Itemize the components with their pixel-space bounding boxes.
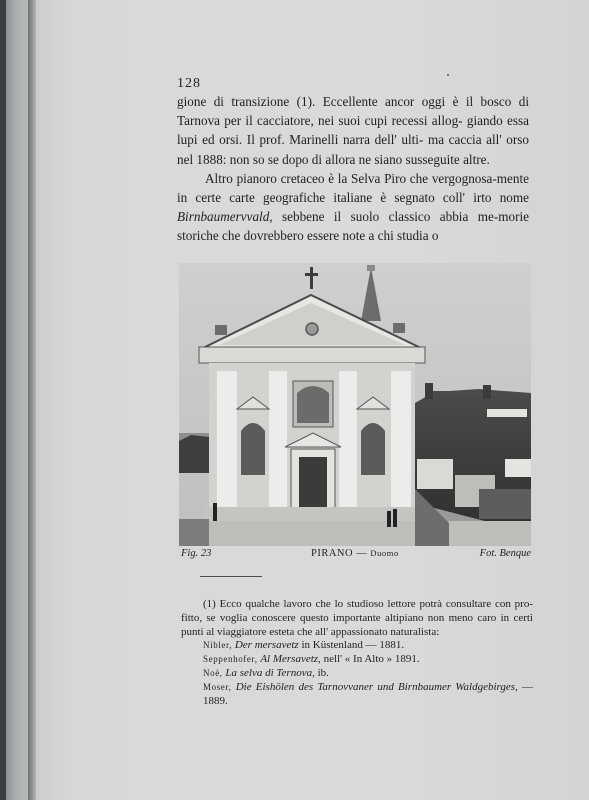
distant-house <box>487 409 527 417</box>
town-house <box>505 459 531 477</box>
piazza <box>179 521 531 546</box>
photo-illustration <box>179 263 531 546</box>
body-line: giando essa lupi ed orsi. Il prof. Marinelli narra dell' ulti- <box>177 113 529 148</box>
left-wall <box>179 519 209 546</box>
figure-title <box>311 548 399 559</box>
footnote-reference <box>181 653 533 667</box>
paper-speck <box>447 74 449 76</box>
paragraph-2 <box>177 169 529 246</box>
reference-author: Seppenhofer, <box>203 654 258 665</box>
footnote-intro: (1) Ecco qualche lavoro che lo studioso lettore potrà consultare con pro-fitto, se voglia conoscere questo importante altipiano non meno caro in certi punti al viaggiatore esteta che all' appassionato naturalista: <box>181 598 533 638</box>
cathedral-photograph <box>179 263 531 546</box>
body-line: siano susseguite altre. <box>374 151 490 167</box>
caption-place: PIRANO <box>311 548 354 559</box>
reference-title: Der mersavetz <box>234 639 299 652</box>
reference-author: Noè, <box>203 667 223 678</box>
person-figure <box>213 503 217 521</box>
right-window <box>361 423 385 475</box>
reference-details: — 1889. <box>203 680 534 707</box>
body-text-run: Altro pianoro cretaceo è la Selva Piro che vergognosa-mente in certe carte geografiche italiane è segnato coll' irto nome <box>177 170 529 206</box>
cross-icon <box>305 273 318 276</box>
reference-author: Moser, <box>203 681 232 692</box>
left-window <box>241 423 265 475</box>
body-text <box>177 92 529 246</box>
town-house <box>417 459 453 489</box>
person-figure <box>387 511 391 527</box>
castle-tower <box>425 383 433 399</box>
page-number: 128 <box>177 76 201 91</box>
caption-dash: — <box>353 548 371 559</box>
chimney <box>215 325 227 335</box>
body-text-run: sebbene il suolo classico abbia me-morie storiche che dovrebbero essere note a chi studia o <box>177 209 529 244</box>
reference-details: nell' « In Alto » 1891. <box>320 653 420 666</box>
footnote-reference <box>181 667 533 681</box>
page-gutter-shadow <box>28 0 36 800</box>
paragraph-1 <box>177 92 529 169</box>
footnote-reference <box>181 681 533 709</box>
footnote-reference <box>181 639 533 653</box>
pilaster <box>339 371 357 511</box>
reference-author: Nibler, <box>203 640 233 651</box>
pilaster <box>217 371 237 511</box>
oculus-window <box>306 323 318 335</box>
previous-page-edge <box>6 0 28 800</box>
reference-details: ib. <box>314 666 329 679</box>
caption-subject: Duomo <box>370 548 399 558</box>
pilaster <box>391 371 411 511</box>
reference-title: Al Mersavetz, <box>260 653 321 666</box>
reference-details: in Küstenland — 1881. <box>298 639 405 652</box>
spire-top <box>367 265 375 271</box>
reference-title: Die Eishölen des Tarnovvaner und Birnbaumer Waldgebirges, <box>235 680 518 693</box>
body-line: ma caccia all' orso nel 1888: non so se dopo di allora ne <box>177 132 530 167</box>
body-line: gione di transizione (1). Eccellente ancor oggi è il bosco <box>177 94 512 109</box>
footnote-separator <box>200 576 262 577</box>
footnotes <box>181 598 533 708</box>
reference-title: La selva di Ternova, <box>225 666 315 679</box>
entablature <box>199 347 425 363</box>
chimney <box>393 323 405 333</box>
figure-number: Fig. 23 <box>181 548 212 559</box>
castle-tower <box>483 385 491 399</box>
person-figure <box>393 509 397 527</box>
figure-caption <box>181 548 533 564</box>
body-line: di Tarnova per il cacciatore, nei suoi cupi recessi allog- <box>177 94 529 129</box>
town-rooftops <box>479 489 531 519</box>
photo-credit: Fot. Benque <box>479 548 531 559</box>
pilaster <box>269 371 287 511</box>
center-window <box>297 386 329 423</box>
cross-icon <box>310 267 313 289</box>
place-name-italic: Birnbaumervvald, <box>177 209 273 225</box>
